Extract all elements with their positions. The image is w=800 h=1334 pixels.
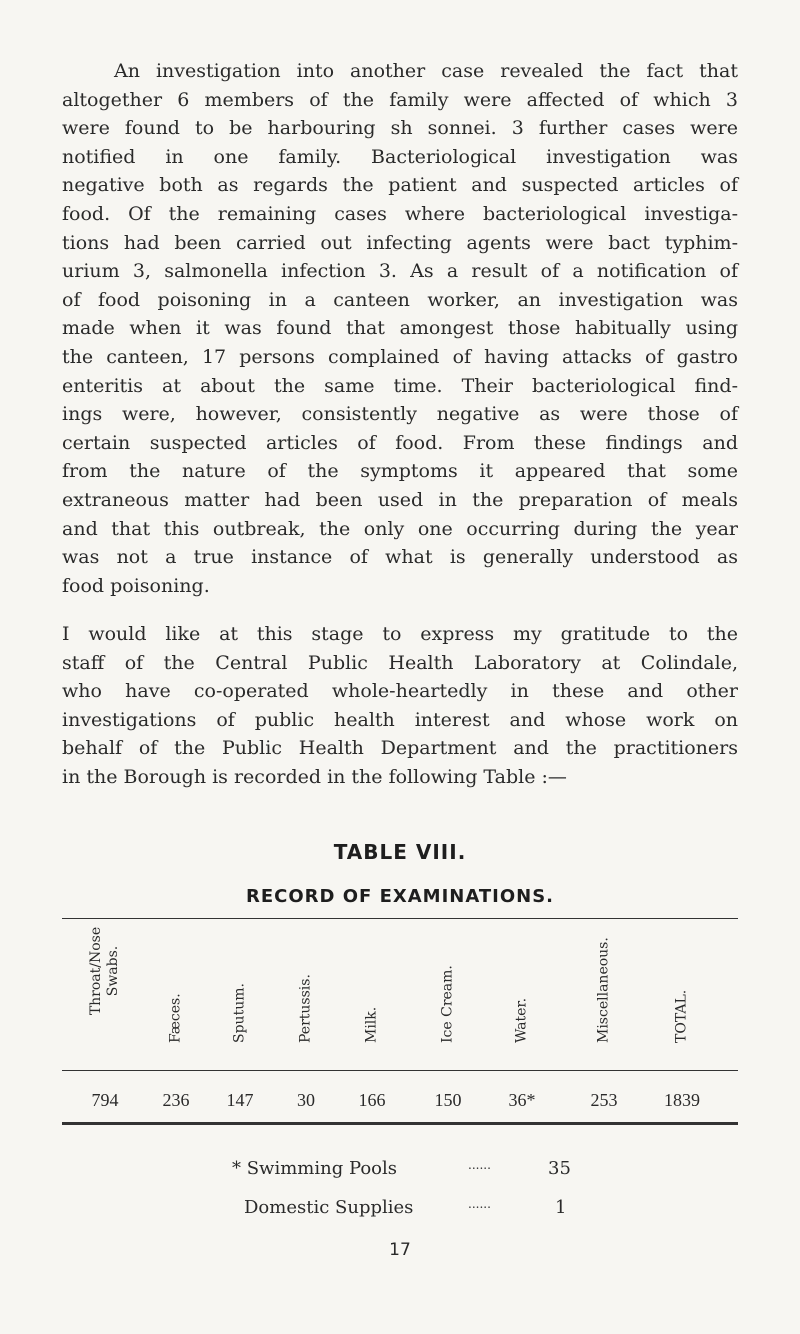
footnote-domestic-dots: ...... (468, 1197, 491, 1211)
column-header-label: Fæces. (167, 993, 184, 1043)
column-header-label: Water. (513, 997, 530, 1043)
page-number: 17 (389, 1240, 411, 1260)
footnote-domestic-label: Domestic Supplies (244, 1197, 414, 1218)
table-cell-value: 794 (91, 1090, 119, 1110)
column-header (156, 925, 196, 1060)
table-cell-value: 253 (590, 1090, 618, 1110)
text-line: negative both as regards the patient and suspected articles of (62, 174, 738, 197)
column-header (662, 925, 702, 1060)
column-header-label: Milk. (363, 1006, 380, 1043)
column-header-label: Pertussis. (297, 974, 314, 1043)
text-line: notified in one family. Bacteriological investigation was (62, 145, 738, 168)
column-header (352, 925, 392, 1060)
column-header (286, 925, 326, 1060)
footnote-domestic-value: 1 (555, 1197, 567, 1218)
column-header-label: Ice Cream. (439, 965, 456, 1043)
table-header-rule (62, 1070, 738, 1071)
table-bottom-rule (62, 1122, 738, 1125)
text-line: extraneous matter had been used in the preparation of meals (62, 488, 738, 511)
text-line: were found to be harbouring sh sonnei. 3 further cases were (62, 117, 738, 140)
text-line: certain suspected articles of food. From these findings and (62, 431, 738, 454)
table-cell-value: 150 (434, 1090, 462, 1110)
footnote-swimming-dots: ...... (468, 1158, 491, 1172)
footnote-swimming-label: * Swimming Pools (232, 1158, 397, 1179)
text-line: food. Of the remaining cases where bacteriological investiga- (62, 202, 738, 225)
text-line: from the nature of the symptoms it appeared that some (62, 460, 738, 483)
paragraph-investigation (62, 57, 738, 600)
text-line: I would like at this stage to express my gratitude to the (62, 623, 738, 645)
column-header-label: Sputum. (231, 983, 248, 1043)
column-header (85, 925, 125, 1060)
text-line: and that this outbreak, the only one occurring during the year (62, 517, 738, 540)
text-line: of food poisoning in a canteen worker, an investigation was (62, 288, 738, 311)
column-header-label: Throat/Nose Swabs. (88, 926, 121, 1016)
table-cell-value: 236 (162, 1090, 190, 1110)
text-line: enteritis at about the same time. Their bacteriological find- (62, 374, 738, 397)
column-header-label: Miscellaneous. (595, 937, 612, 1043)
text-line: in the Borough is recorded in the following Table :— (62, 765, 567, 788)
column-header (428, 925, 468, 1060)
table-cell-value: 36* (508, 1090, 536, 1110)
table-cell-value: 1839 (664, 1090, 700, 1110)
text-line: urium 3, salmonella infection 3. As a result of a notification of (62, 260, 738, 283)
column-header (502, 925, 542, 1060)
table-cell-value: 30 (297, 1090, 315, 1110)
text-line: An investigation into another case revealed the fact that (114, 60, 738, 82)
text-line: ings were, however, consistently negative as were those of (62, 403, 738, 426)
paragraph-gratitude (62, 620, 738, 792)
column-header (220, 925, 260, 1060)
table-cell-value: 147 (226, 1090, 254, 1110)
text-line: behalf of the Public Health Department and the practitioners (62, 737, 738, 760)
table-title: TABLE VIII. (333, 840, 467, 864)
table-top-rule (62, 918, 738, 919)
table-subtitle: RECORD OF EXAMINATIONS. (245, 886, 555, 907)
column-header-label: TOTAL. (673, 989, 690, 1043)
table-cell-value: 166 (358, 1090, 386, 1110)
text-line: altogether 6 members of the family were affected of which 3 (62, 88, 738, 111)
text-line: tions had been carried out infecting agents were bact typhim- (62, 231, 738, 254)
footnote-swimming-value: 35 (548, 1158, 571, 1179)
text-line: was not a true instance of what is generally understood as (62, 546, 738, 569)
text-line: staff of the Central Public Health Laboratory at Colindale, (62, 651, 738, 674)
text-line: investigations of public health interest and whose work on (62, 708, 738, 731)
text-line: food poisoning. (62, 574, 210, 597)
text-line: who have co-operated whole-heartedly in these and other (62, 680, 738, 703)
text-line: made when it was found that amongest those habitually using (62, 317, 738, 340)
column-header (584, 925, 624, 1060)
text-line: the canteen, 17 persons complained of having attacks of gastro (62, 345, 738, 368)
